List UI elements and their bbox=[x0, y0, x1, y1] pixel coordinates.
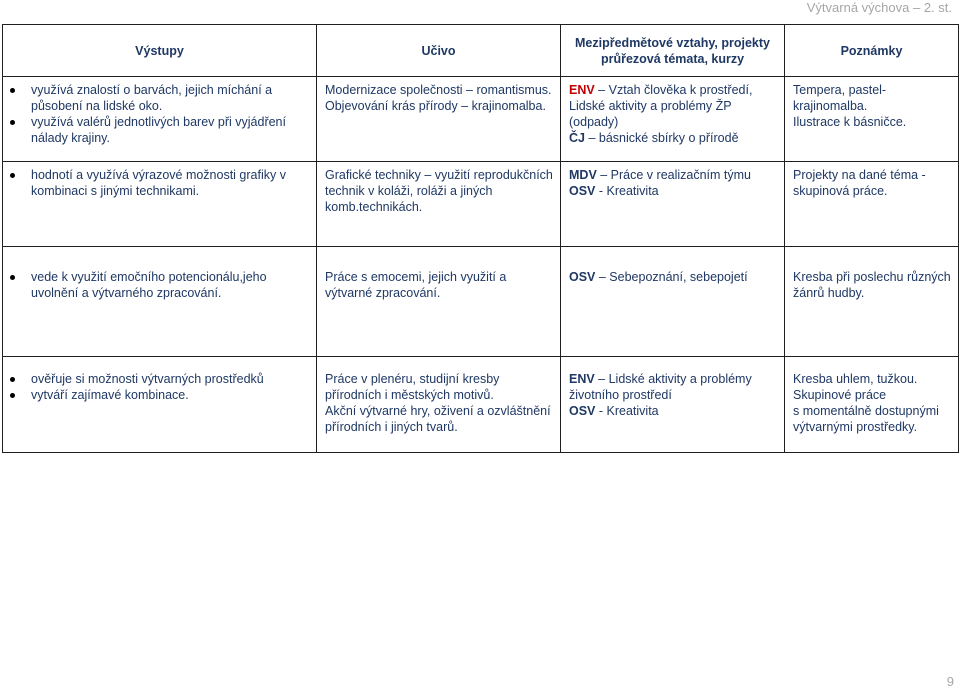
topics-cell bbox=[561, 357, 785, 453]
content-line: Práce v plenéru, studijní kresby přírodních i městských motivů. bbox=[325, 372, 500, 402]
outcomes-cell bbox=[3, 77, 317, 162]
notes-cell bbox=[785, 247, 959, 357]
topic-line bbox=[569, 130, 778, 146]
topic-tag: OSV bbox=[569, 184, 596, 198]
outcome-item: využívá znalostí o barvách, jejich míchání a působení na lidské oko. bbox=[31, 82, 310, 114]
note-line: Projekty na dané téma - skupinová práce. bbox=[793, 168, 926, 198]
curriculum-table bbox=[2, 24, 959, 453]
topics-cell bbox=[561, 162, 785, 247]
outcomes-list bbox=[31, 82, 310, 146]
table-row bbox=[3, 247, 959, 357]
outcome-item: vede k využití emočního potencionálu,jeho uvolnění a výtvarného zpracování. bbox=[31, 269, 310, 301]
topic-text: – Lidské aktivity a problémy životního prostředí bbox=[569, 372, 752, 402]
content-cell bbox=[317, 77, 561, 162]
topic-line bbox=[569, 82, 778, 130]
outcome-item: ověřuje si možnosti výtvarných prostředků bbox=[31, 371, 310, 387]
topics-cell bbox=[561, 77, 785, 162]
content-line: Akční výtvarné hry, oživení a ozvláštnění přírodních i jiných tvarů. bbox=[325, 404, 551, 434]
outcome-item: hodnotí a využívá výrazové možnosti grafiky v kombinaci s jinými technikami. bbox=[31, 167, 310, 199]
topic-tag: OSV bbox=[569, 404, 596, 418]
page-number: 9 bbox=[946, 674, 954, 689]
header-poznamky: Poznámky bbox=[785, 25, 959, 77]
content-cell bbox=[317, 357, 561, 453]
table-row bbox=[3, 162, 959, 247]
table-row bbox=[3, 77, 959, 162]
header-mezipredmetove-line1: Mezipředmětové vztahy, projekty bbox=[575, 35, 770, 50]
topic-tag: ENV bbox=[569, 83, 595, 97]
content-line: Práce s emocemi, jejich využití a výtvarné zpracování. bbox=[325, 270, 507, 300]
header-row bbox=[3, 25, 959, 77]
notes-cell bbox=[785, 357, 959, 453]
note-line: s momentálně dostupnými výtvarnými prostředky. bbox=[793, 404, 939, 434]
header-vystupy: Výstupy bbox=[3, 25, 317, 77]
table-row bbox=[3, 357, 959, 453]
outcome-item: vytváří zajímavé kombinace. bbox=[31, 387, 310, 403]
note-line: Tempera, pastel- krajinomalba. bbox=[793, 83, 887, 113]
topic-tag: ENV bbox=[569, 372, 595, 386]
topic-text: - Kreativita bbox=[595, 404, 659, 418]
outcomes-cell bbox=[3, 357, 317, 453]
content-cell bbox=[317, 247, 561, 357]
topic-line bbox=[569, 371, 778, 403]
header-ucivo: Učivo bbox=[317, 25, 561, 77]
outcomes-list bbox=[31, 167, 310, 199]
content-line: Grafické techniky – využití reprodukčních technik v koláži, roláži a jiných komb.technikách. bbox=[325, 168, 553, 214]
outcome-item: využívá valérů jednotlivých barev při vyjádření nálady krajiny. bbox=[31, 114, 310, 146]
header-mezipredmetove-line2: průřezová témata, kurzy bbox=[600, 51, 745, 66]
notes-cell bbox=[785, 162, 959, 247]
content-line: Modernizace společnosti – romantismus. bbox=[325, 83, 552, 97]
notes-cell bbox=[785, 77, 959, 162]
outcomes-list bbox=[31, 269, 310, 301]
outcomes-cell bbox=[3, 162, 317, 247]
topic-text: – Vztah člověka k prostředí, Lidské aktivity a problémy ŽP (odpady) bbox=[569, 83, 753, 129]
content-cell bbox=[317, 162, 561, 247]
topics-cell bbox=[561, 247, 785, 357]
topic-text: – básnické sbírky o přírodě bbox=[584, 131, 739, 145]
note-line: Skupinové práce bbox=[793, 388, 887, 402]
note-line: Kresba při poslechu různých žánrů hudby. bbox=[793, 270, 951, 300]
topic-text: – Práce v realizačním týmu bbox=[596, 168, 751, 182]
topic-text: – Sebepoznání, sebepojetí bbox=[595, 270, 748, 284]
topic-line bbox=[569, 269, 778, 285]
topic-tag: MDV bbox=[569, 168, 597, 182]
topic-tag: OSV bbox=[569, 270, 596, 284]
content-line: Objevování krás přírody – krajinomalba. bbox=[325, 99, 546, 113]
running-head: Výtvarná výchova – 2. st. bbox=[806, 0, 952, 15]
topic-line bbox=[569, 403, 778, 419]
header-mezipredmetove bbox=[561, 25, 785, 77]
note-line: Ilustrace k básničce. bbox=[793, 115, 907, 129]
outcomes-cell bbox=[3, 247, 317, 357]
outcomes-list bbox=[31, 371, 310, 403]
topic-line bbox=[569, 183, 778, 199]
note-line: Kresba uhlem, tužkou. bbox=[793, 372, 918, 386]
topic-tag: ČJ bbox=[569, 131, 585, 145]
topic-line bbox=[569, 167, 778, 183]
topic-text: - Kreativita bbox=[595, 184, 659, 198]
